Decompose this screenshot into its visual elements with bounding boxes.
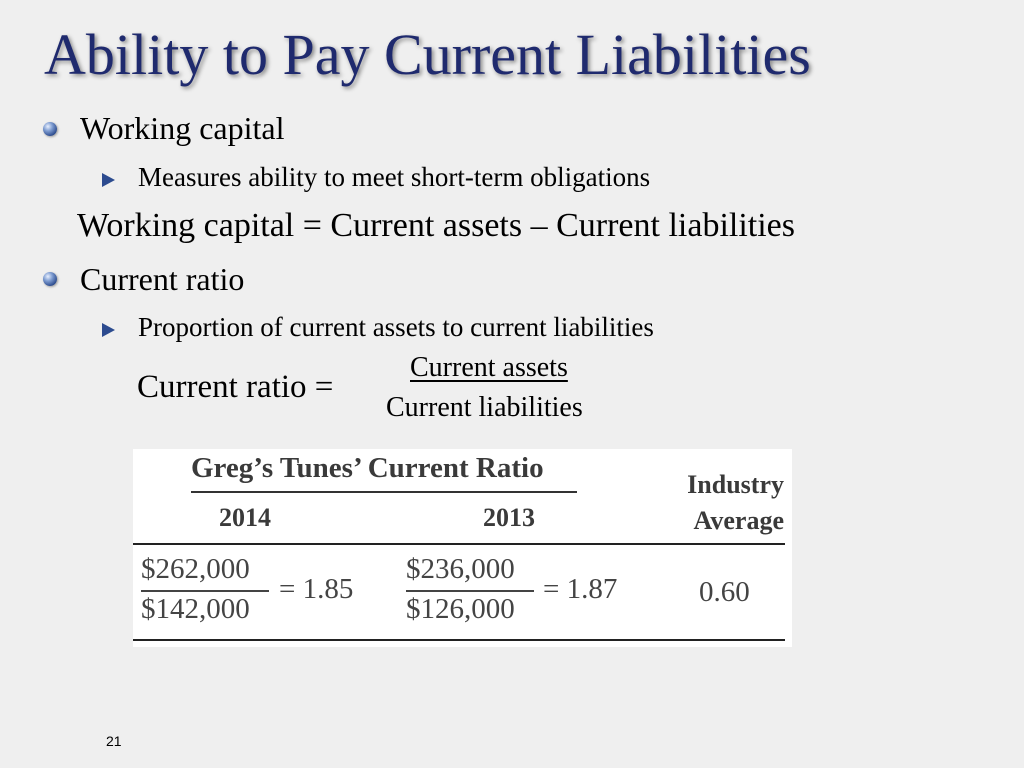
- numerator-2014: $262,000: [141, 553, 250, 585]
- current-ratio-table: [133, 449, 792, 647]
- column-header-2014: 2014: [219, 503, 271, 532]
- column-header-2013: 2013: [483, 503, 535, 532]
- sub-bullet-working-capital: Measures ability to meet short-term obligations: [138, 162, 651, 192]
- bullet-ball-icon: [43, 272, 57, 286]
- numerator-2013: $236,000: [406, 553, 515, 585]
- industry-average-value: 0.60: [699, 576, 750, 608]
- current-ratio-formula-lhs: Current ratio =: [137, 369, 334, 405]
- bullet-ball-icon: [43, 122, 57, 136]
- bullet-current-ratio: Current ratio: [80, 261, 245, 297]
- slide-title: Ability to Pay Current Liabilities: [44, 22, 811, 87]
- fraction-line-2014: [141, 590, 269, 592]
- denominator-2013: $126,000: [406, 593, 515, 625]
- industry-header-line2: Average: [693, 506, 784, 535]
- result-2014: = 1.85: [279, 573, 354, 605]
- industry-header-line1: Industry: [687, 470, 784, 499]
- page-number: 21: [106, 733, 122, 749]
- result-2013: = 1.87: [543, 573, 618, 605]
- bottom-rule: [133, 639, 785, 641]
- denominator-2014: $142,000: [141, 593, 250, 625]
- working-capital-formula: Working capital = Current assets – Current liabilities: [77, 207, 796, 244]
- fraction-line-2013: [406, 590, 534, 592]
- column-header-industry-average: [687, 467, 784, 539]
- sub-bullet-current-ratio: Proportion of current assets to current liabilities: [138, 312, 654, 342]
- table-title: Greg’s Tunes’ Current Ratio: [191, 452, 544, 484]
- formula-numerator: Current assets: [410, 352, 568, 383]
- arrow-bullet-icon: [102, 173, 115, 187]
- table-title-rule: [191, 491, 577, 493]
- header-rule: [133, 543, 785, 545]
- bullet-working-capital: Working capital: [80, 110, 285, 146]
- arrow-bullet-icon: [102, 323, 115, 337]
- formula-denominator: Current liabilities: [386, 392, 583, 423]
